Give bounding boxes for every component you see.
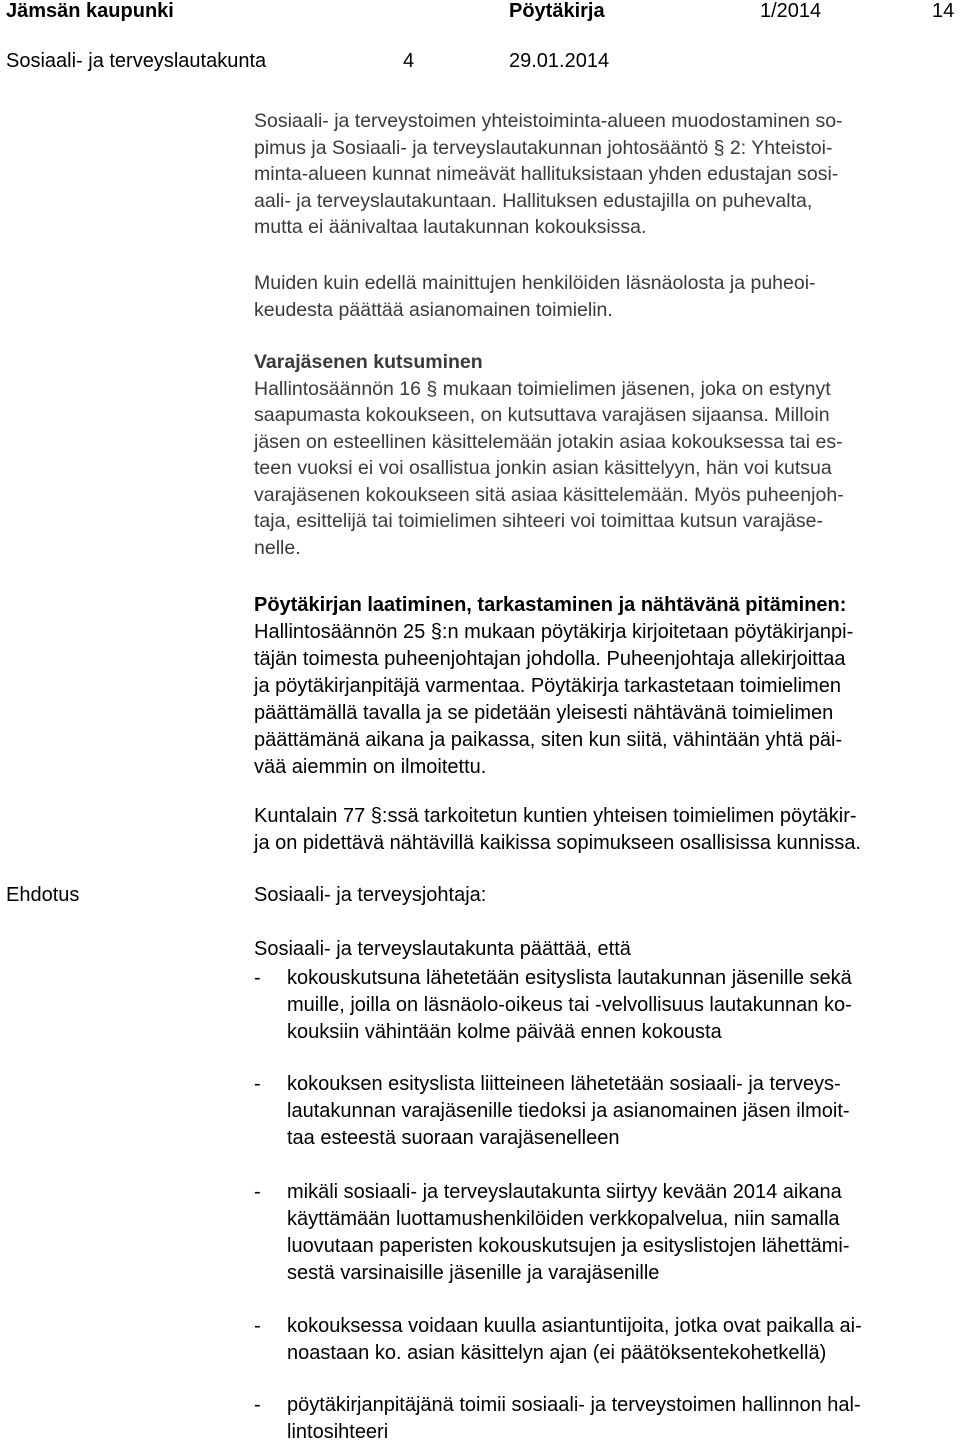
- text-line: kouksiin vähintään kolme päivää ennen kokousta: [287, 1021, 722, 1043]
- text-line: päättämällä tavalla ja se pidetään yleisesti nähtävänä toimielimen: [254, 702, 834, 724]
- text-line: päättämänä aikana ja paikassa, siten kun siitä, vähintään yhtä päi-: [254, 729, 843, 751]
- text-line: Kuntalain 77 §:ssä tarkoitetun kuntien yhteisen toimielimen pöytäkir-: [254, 805, 857, 827]
- bullet-dash: -: [254, 1181, 261, 1203]
- text-line: varajäsenen kokoukseen sitä asiaa käsittelemään. Myös puheenjoh-: [254, 483, 844, 506]
- proposal-side-label: Ehdotus: [6, 884, 80, 906]
- text-line: mikäli sosiaali- ja terveyslautakunta siirtyy kevään 2014 aikana: [287, 1181, 842, 1203]
- org-name: Jämsän kaupunki: [6, 0, 174, 22]
- list-item: [254, 1071, 954, 1152]
- text-line: taa esteestä suoraan varajäsenelleen: [287, 1127, 620, 1149]
- list-item: [254, 1392, 954, 1446]
- text-line: taja, esittelijä tai toimielimen sihteeri voi toimittaa kutsun varajäse-: [254, 510, 823, 532]
- bullet-dash: -: [254, 1073, 261, 1095]
- text-line: teen vuoksi ei voi osallistua jonkin asian käsittelyyn, hän voi kutsua: [254, 457, 832, 479]
- section-heading: Varajäsenen kutsuminen: [254, 351, 483, 373]
- text-line: käyttämään luottamushenkilöiden verkkopalvelua, niin samalla: [287, 1208, 840, 1230]
- list-item: [254, 1179, 954, 1287]
- section-heading: Pöytäkirjan laatiminen, tarkastaminen ja nähtävänä pitäminen:: [254, 594, 847, 616]
- text-line: täjän toimesta puheenjohtajan johdolla. Puheenjohtaja allekirjoittaa: [254, 648, 846, 670]
- intro-paragraph: [254, 108, 954, 241]
- text-line: pöytäkirjanpitäjänä toimii sosiaali- ja terveystoimen hallinnon hal-: [287, 1394, 861, 1416]
- text-line: sestä varsinaisille jäsenille ja varajäsenille: [287, 1262, 660, 1284]
- text-line: Muiden kuin edellä mainittujen henkilöiden läsnäolosta ja puheoi-: [254, 272, 816, 294]
- bullet-dash: -: [254, 1394, 261, 1416]
- text-line: kokouksen esityslista liitteineen lähetetään sosiaali- ja terveys-: [287, 1073, 841, 1095]
- text-line: nelle.: [254, 536, 301, 559]
- text-line: vää aiemmin on ilmoitettu.: [254, 756, 487, 778]
- doc-number: 1/2014: [760, 0, 822, 22]
- text-line: ja pöytäkirjanpitäjä varmentaa. Pöytäkirja tarkastetaan toimielimen: [254, 675, 841, 697]
- kuntalaki-paragraph: [254, 803, 954, 857]
- text-line: jäsen on esteellinen käsittelemään jotakin asiaa kokouksessa tai es-: [254, 430, 843, 453]
- minutes-section: [254, 592, 954, 781]
- doc-type: Pöytäkirja: [509, 0, 605, 22]
- text-line: minta-alueen kunnat nimeävät hallituksistaan yhden edustajan sosi-: [254, 163, 839, 185]
- list-item: [254, 965, 954, 1046]
- text-line: luovutaan paperisten kokouskutsujen ja esityslistojen lähettämi-: [287, 1235, 850, 1257]
- text-line: lintosihteeri: [287, 1421, 389, 1443]
- text-line: keudesta päättää asianomainen toimielin.: [254, 298, 613, 321]
- bullet-dash: -: [254, 1315, 261, 1337]
- text-line: lautakunnan varajäsenille tiedoksi ja asianomainen jäsen ilmoit-: [287, 1100, 850, 1122]
- substitute-section: [254, 349, 954, 561]
- decision-intro: Sosiaali- ja terveyslautakunta päättää, että: [254, 938, 631, 960]
- list-item: [254, 1313, 954, 1367]
- text-line: Hallintosäännön 25 §:n mukaan pöytäkirja kirjoitetaan pöytäkirjanpi-: [254, 621, 854, 643]
- text-line: ja on pidettävä nähtävillä kaikissa sopimukseen osallisissa kunnissa.: [254, 832, 861, 854]
- bullet-dash: -: [254, 967, 261, 989]
- meeting-date: 29.01.2014: [509, 50, 610, 72]
- section-number: 4: [403, 50, 415, 72]
- text-line: noastaan ko. asian käsittelyn ajan (ei päätöksentekohetkellä): [287, 1342, 827, 1364]
- text-line: Hallintosäännön 16 § mukaan toimielimen jäsenen, joka on estynyt: [254, 377, 831, 400]
- text-line: saapumasta kokoukseen, on kutsuttava varajäsen sijaansa. Milloin: [254, 404, 830, 426]
- committee-name: Sosiaali- ja terveyslautakunta: [6, 50, 267, 72]
- text-line: mutta ei äänivaltaa lautakunnan kokouksissa.: [254, 216, 647, 238]
- text-line: kokouskutsuna lähetetään esityslista lautakunnan jäsenille sekä: [287, 967, 852, 989]
- text-line: pimus ja Sosiaali- ja terveyslautakunnan johtosääntö § 2: Yhteistoi-: [254, 136, 833, 159]
- page-number: 14: [932, 0, 955, 22]
- presenter-label: Sosiaali- ja terveysjohtaja:: [254, 884, 487, 906]
- text-line: aali- ja terveyslautakuntaan. Hallituksen edustajilla on puhevalta,: [254, 189, 813, 212]
- others-paragraph: [254, 270, 954, 323]
- text-line: Sosiaali- ja terveystoimen yhteistoiminta-alueen muodostaminen so-: [254, 110, 843, 132]
- text-line: muille, joilla on läsnäolo-oikeus tai -velvollisuus lautakunnan ko-: [287, 994, 852, 1016]
- text-line: kokouksessa voidaan kuulla asiantuntijoita, jotka ovat paikalla ai-: [287, 1315, 862, 1337]
